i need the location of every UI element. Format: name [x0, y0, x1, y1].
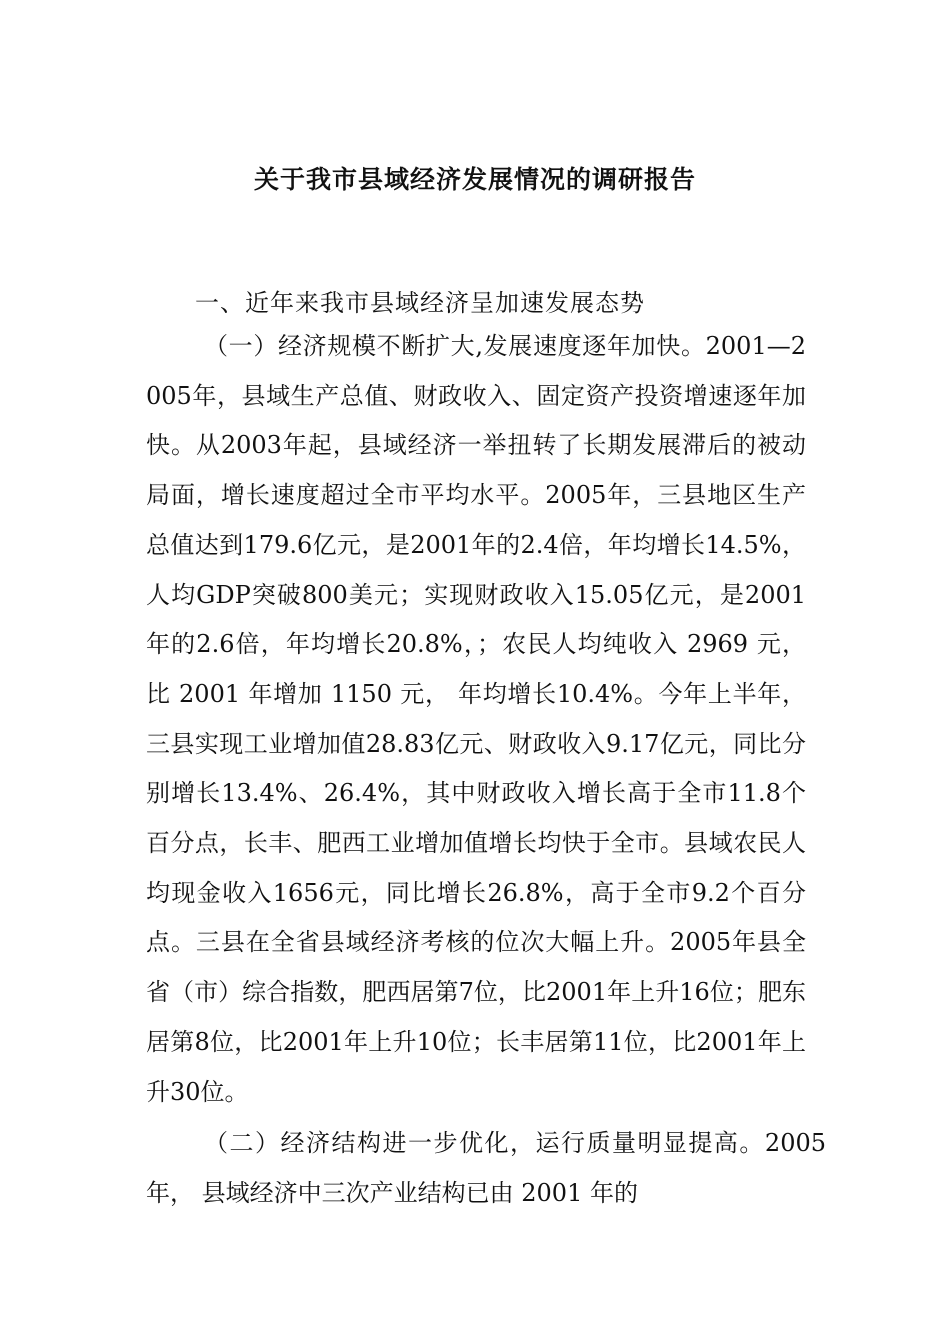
paragraph-2: （二）经济结构进一步优化，运行质量明显提高。2005 年， 县域经济中三次产业结构已由 2001 年的 [146, 1129, 826, 1207]
section-heading: 一、近年来我市县域经济呈加速发展态势 [195, 289, 645, 317]
document-title: 关于我市县域经济发展情况的调研报告 [253, 165, 696, 194]
paragraph-1: （一）经济规模不断扩大,发展速度逐年加快。2001—2005年，县域生产总值、财政收入、固定资产投资增速逐年加快。从2003年起，县域经济一举扭转了长期发展滞后的被动局面，增长速度超过全市平均水平。2005年，三县地区生产总值达到179.6亿元，是2001年的2.4倍，年均增长14.5%，人均GDP突破800美元；实现财政收入15.05亿元，是2001年的2.6倍，年均增长20.8%，；农民人均纯收入 2969 元， 比 2001 年增加 1150 元， 年均增长10.4%。今年上半年，三县实现工业增加值28.83亿元、财政收入9.17亿元，同比分别增长13.4%、26.4%，其中财政收入增长高于全市11.8个百分点，长丰、肥西工业增加值增长均快于全市。县域农民人均现金收入1656元，同比增长26.8%，高于全市9.2个百分点。三县在全省县域经济考核的位次大幅上升。2005年县全省（市）综合指数，肥西居第7位，比2001年上升16位；肥东居第8位，比2001年上升10位；长丰居第11位，比2001年上升30位。 [146, 332, 806, 1106]
